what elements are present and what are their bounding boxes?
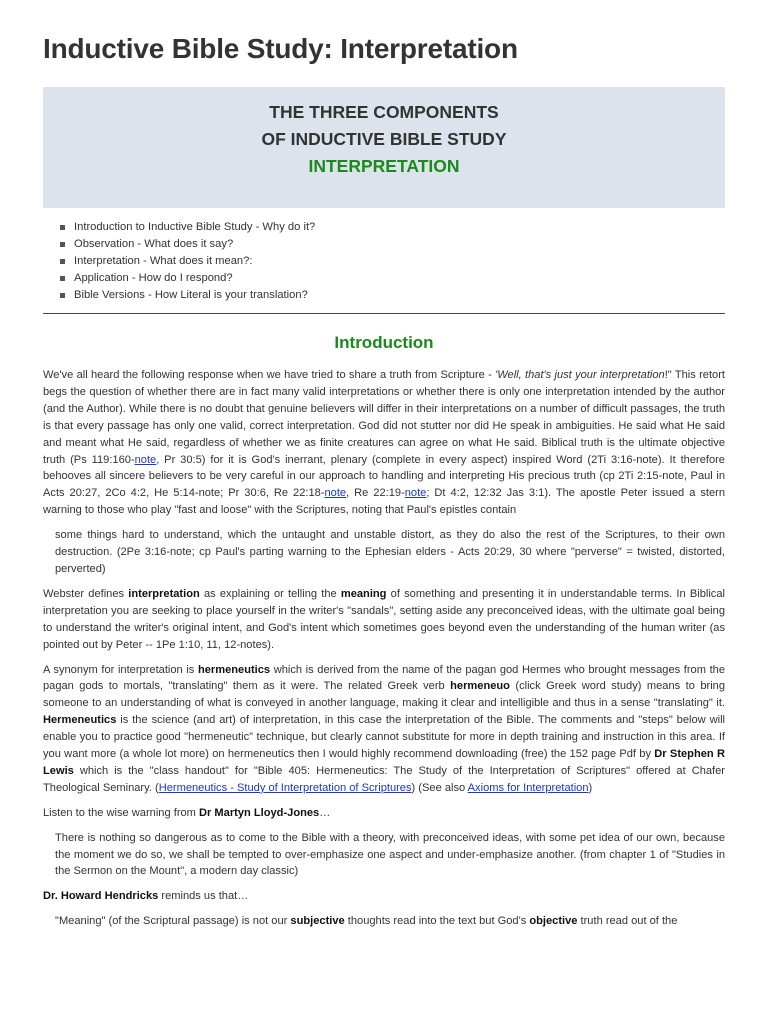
text-run: ; Dt 4:2, 12:32 Jas 3:1). The apostle Peter issued a stern warning to those who play "fast and loose" with the Scriptures, noting that Paul's epistles contain	[43, 487, 725, 517]
section-heading: Introduction	[334, 333, 434, 352]
banner-line-2: OF INDUCTIVE BIBLE STUDY	[261, 129, 507, 149]
bold-term: hermeneuo	[450, 680, 510, 693]
text-run: We've all heard the following response when we have tried to share a truth from Scripture -	[43, 369, 496, 381]
text-run: reminds us that…	[158, 890, 249, 903]
text-run: is the science (and art) of interpretation, in this case the interpretation of the Bible. The comments and "steps" below will enable you to practice good "hermeneutic" technique, but clearly cannot substitute for more in depth training and instruction in this area. If you want more (a whole lot more) on hermeneutics then I would highly recommend downloading (free) the 152 page Pdf by	[43, 714, 725, 761]
text-run: which is derived from the name of the pagan god Hermes who brought messages from the pagan gods to mortals, "translating" them as it were. The related Greek verb	[43, 663, 725, 693]
bullet-square-icon	[60, 225, 65, 230]
text-run: A synonym for interpretation is	[43, 663, 198, 676]
bold-term: Hermeneutics	[43, 714, 117, 727]
quote-peter: some things hard to understand, which the untaught and unstable distort, as they do also the rest of the Scriptures, to their own destruction. (2Pe 3:16-note; cp Paul's parting warning to the Ephesian elders - Acts 20:29, 30 where "perverse" = twisted, distorted, perverted)	[55, 529, 725, 575]
article-body	[43, 367, 725, 938]
text-run: thoughts read into the text but God's	[344, 915, 530, 928]
paragraph-webster	[43, 586, 725, 654]
bullet-square-icon	[60, 293, 65, 298]
list-item-label: Bible Versions - How Literal is your translation?	[74, 289, 308, 301]
text-run: Listen to the wise warning from	[43, 806, 200, 819]
hermeneutics-pdf-link[interactable]: Hermeneutics - Study of Interpretation of Scriptures	[158, 781, 412, 794]
bold-term: meaning	[340, 587, 387, 600]
list-item-label: Interpretation - What does it mean?:	[74, 255, 253, 267]
text-run: "Meaning" (of the Scriptural passage) is not our	[55, 915, 291, 928]
text-run: , Pr 30:5) for it is God's inerrant, plenary (complete in every aspect) inspired Word (2Ti 3:16-note). It therefore behooves all sincere believers to be very careful in our approach to handling and interpreting His precious truth (cp 2Ti 2:15-note, Paul in Acts 20:27, 2Co 4:2, He 5:14-note; Pr 30:6, Re 22:18-	[43, 453, 725, 500]
divider	[43, 313, 725, 314]
text-run: , Re 22:19-	[346, 487, 405, 500]
bullet-square-icon	[60, 276, 65, 281]
bold-term: Dr Martyn Lloyd-Jones	[199, 806, 320, 819]
paragraph-intro	[43, 367, 725, 519]
paragraph-lloyd-jones	[43, 805, 725, 822]
bullet-square-icon	[60, 259, 65, 264]
bold-term: interpretation	[128, 587, 200, 600]
bold-term: Dr Stephen R Lewis	[43, 748, 725, 777]
text-run: )	[588, 781, 593, 794]
list-item[interactable]	[56, 219, 315, 236]
quote-lloyd-jones: There is nothing so dangerous as to come to the Bible with a theory, with preconceived ideas, with some pet idea of our own, because the moment we do so, we shall be tempted to over-emphasize one aspect and under-emphasize another. (from chapter 1 of "Studies in the Sermon on the Mount", a modern day classic)	[55, 831, 725, 878]
text-run: (click Greek word study) means to bring someone to an understanding of what is conveyed in another language, making it clear and intelligible and thus in a sense "translating" it.	[43, 680, 725, 710]
text-run: Webster defines	[43, 587, 129, 600]
banner-line-3: INTERPRETATION	[308, 156, 460, 176]
list-item[interactable]	[56, 287, 315, 304]
text-run: truth read out of the	[577, 915, 678, 928]
text-run: …	[319, 806, 331, 819]
text-run: !" This retort begs the question of whether there are in fact many valid interpretations or whether there is only one interpretation intended by the author (and the Author). While there is no doubt that genuine believers will differ in their interpretations on a number of difficult passages, the truth is that every passage has only one valid, correct interpretation. God did not stutter nor did He speak in ambiguities. He said what He said and meant what He said, regardless of whether we as finite creatures can agree on what He said. Biblical truth is the ultimate objective truth (Ps 119:160-	[43, 369, 725, 466]
list-item[interactable]	[56, 236, 315, 253]
text-run: as explaining or telling the	[199, 587, 341, 600]
page-title: Inductive Bible Study: Interpretation	[43, 33, 518, 64]
quote-text: 'Well, that's just your interpretation	[495, 369, 665, 381]
bold-term: subjective	[290, 915, 345, 928]
banner-line-1: THE THREE COMPONENTS	[269, 102, 499, 122]
list-item[interactable]	[56, 270, 315, 287]
paragraph-hendricks	[43, 888, 725, 905]
list-item-label: Application - How do I respond?	[74, 272, 233, 284]
list-item-label: Observation - What does it say?	[74, 238, 234, 250]
note-link[interactable]: note	[324, 487, 347, 500]
list-item-label: Introduction to Inductive Bible Study - Why do it?	[74, 221, 316, 233]
quote-hendricks	[55, 913, 725, 930]
bold-term: Dr. Howard Hendricks	[43, 890, 159, 903]
text-run: of something and presenting it in understandable terms. In Biblical interpretation you are seeking to place yourself in the writer's "sandals", setting aside any preconceived ideas, with the ultimate goal being to understand the writer's original intent, and God's intent which sometimes goes beyond even the understanding of the human writer (as pointed out by Peter -- 1Pe 1:10, 11, 12-notes).	[43, 587, 725, 651]
components-banner	[43, 87, 725, 208]
note-link[interactable]: note	[134, 453, 157, 466]
bold-term: objective	[529, 915, 578, 928]
components-list	[56, 219, 315, 304]
text-run: ) (See also	[411, 781, 468, 794]
text-run: which is the "class handout" for "Bible 405: Hermeneutics: The Study of the Interpretation of Scriptures" offered at Chafer Theological Seminary. (	[43, 764, 725, 794]
axioms-link[interactable]: Axioms for Interpretation	[467, 781, 589, 794]
paragraph-hermeneutics	[43, 662, 725, 797]
note-link[interactable]: note	[404, 487, 427, 500]
bold-term: hermeneutics	[197, 663, 271, 676]
bullet-square-icon	[60, 242, 65, 247]
list-item[interactable]	[56, 253, 315, 270]
